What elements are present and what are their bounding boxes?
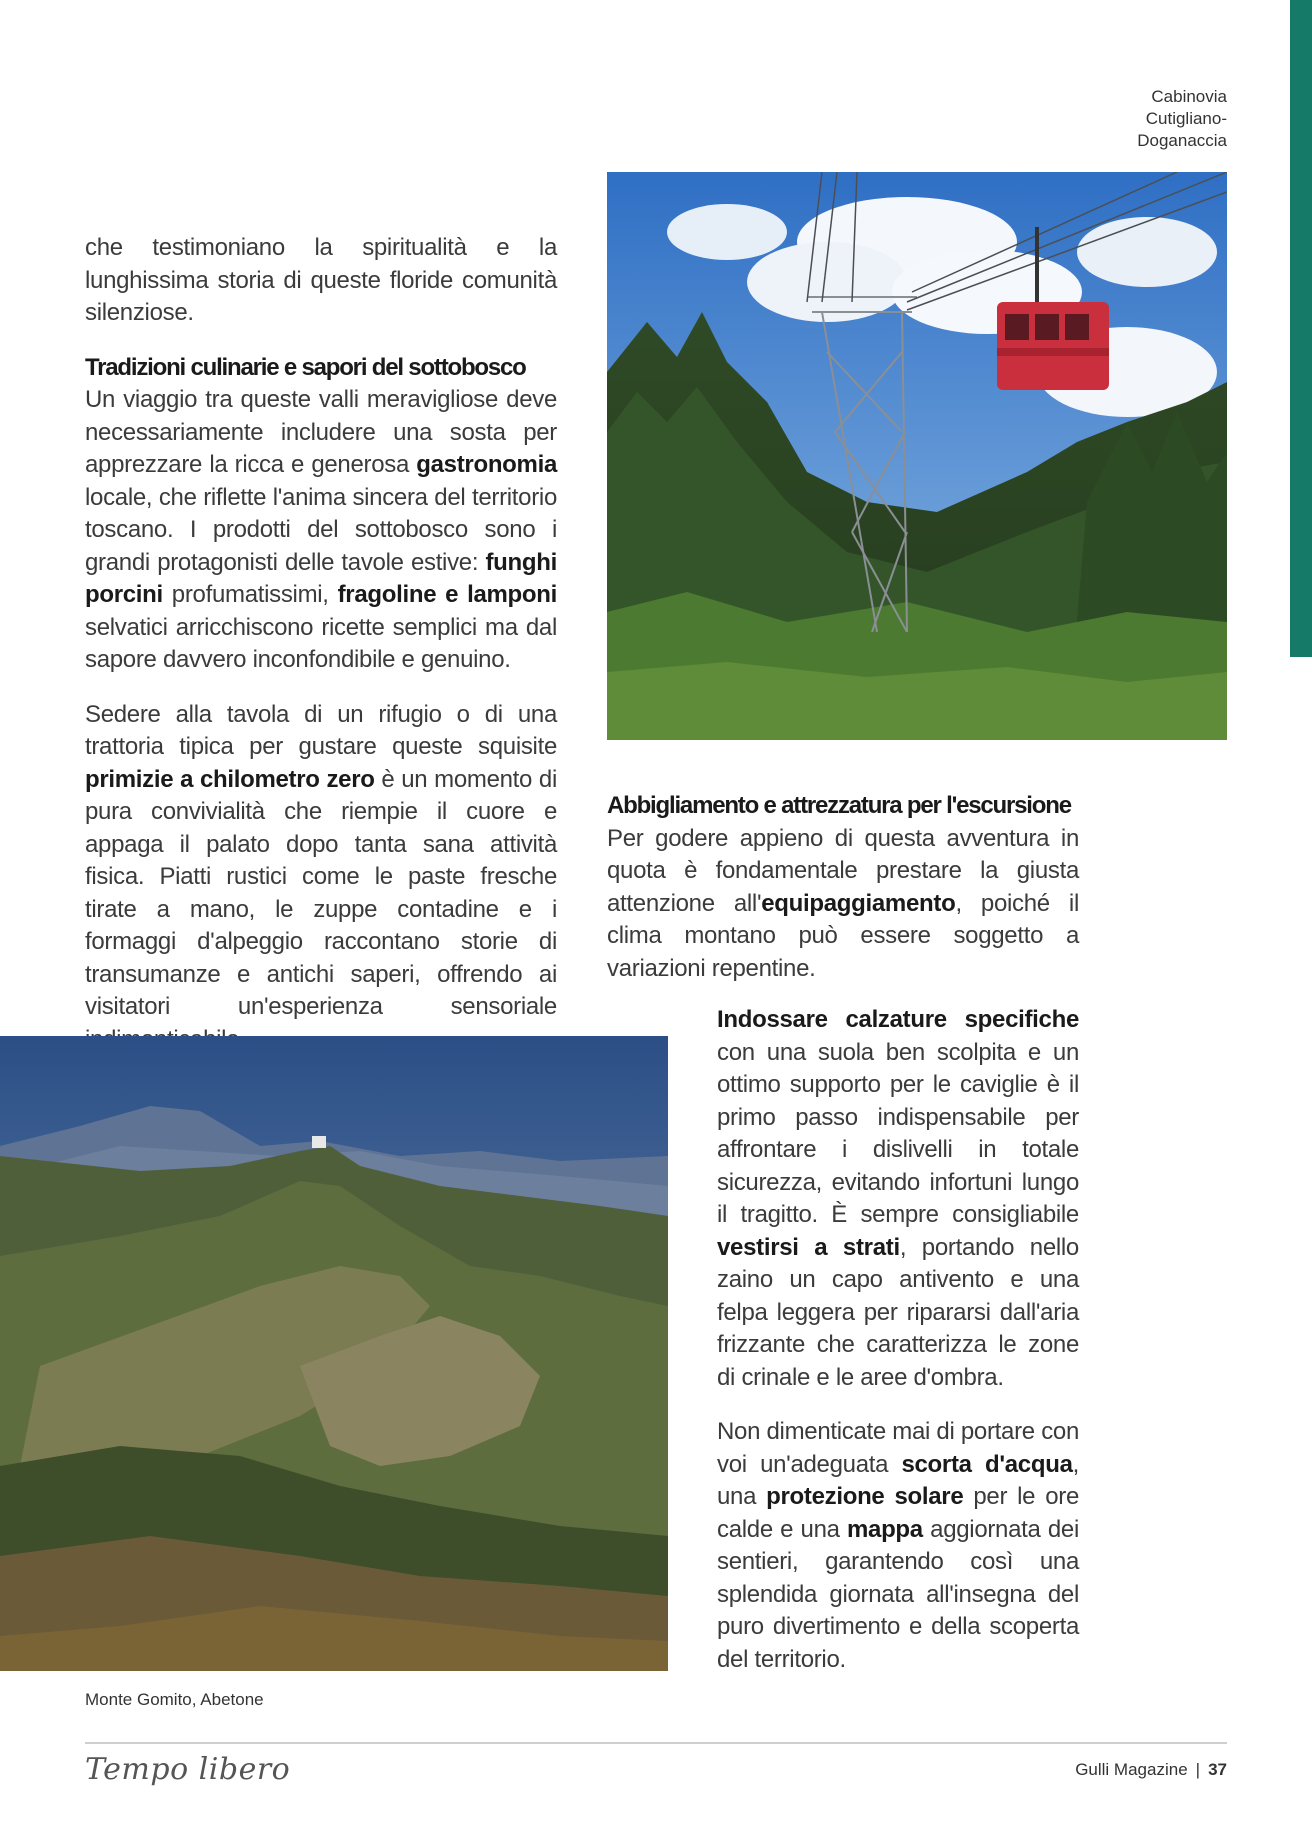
body-text: è un momento di pura convivialità che riempie il cuore e appaga il palato dopo tanta sana attività fisica. Piatti rustici come le paste fresche tirate a mano, le zuppe contadine e i formaggi d'alpeggio raccontano storie di transumanze e antichi saperi, offrendo ai visitatori un'esperienza sensoriale [85, 765, 557, 1020]
gear-section [607, 790, 1079, 985]
emphasis-text: equipaggiamento [761, 889, 956, 917]
gear-paragraph [607, 825, 1079, 982]
photo-caption-mountain: Monte Gomito, Abetone [85, 1690, 264, 1709]
culinary-paragraph-2 [85, 699, 557, 1057]
footer-magazine-name: Gulli Magazine [1075, 1760, 1188, 1779]
mountain-illustration [0, 1036, 668, 1671]
body-text: , portando nello zaino un capo antivento e una felpa leggera per ripararsi dall'aria frizzante che caratterizza le zone di crinale e le aree d'ombra. [717, 1233, 1079, 1391]
emphasis-text: protezione solare [766, 1483, 964, 1510]
caption-line: Doganaccia [1137, 131, 1227, 150]
culinary-heading: Tradizioni culinarie e sapori del sottobosco [85, 353, 526, 381]
culinary-paragraph-1 [85, 386, 557, 673]
gear-heading: Abbigliamento e attrezzatura per l'escursione [607, 792, 1071, 819]
article-column-left [85, 232, 557, 1056]
body-text: con una suola ben scolpita e un ottimo supporto per le caviglie è il primo passo indispensabile per affrontare i dislivelli in totale sicurezza, evitando infortuni lungo il tragitto. È sempre consigliabile [717, 1038, 1079, 1228]
emphasis-text: scorta d'acqua [901, 1450, 1073, 1478]
gear-paragraph-2 [717, 1416, 1079, 1676]
emphasis-text: mappa [846, 1515, 923, 1543]
footer-divider [85, 1742, 1227, 1744]
article-column-mid [607, 790, 1079, 985]
page-number: 37 [1208, 1760, 1227, 1779]
article-column-right [717, 1004, 1079, 1676]
emphasis-text: gastronomia [416, 451, 557, 478]
caption-line: Cutigliano- [1145, 109, 1227, 128]
body-text: locale, che riflette l'anima sincera del territorio toscano. I prodotti del sottobosco sono i grandi protagonisti delle tavole estive: [85, 483, 557, 576]
body-text: profumatissimi, [162, 581, 338, 608]
cablecar-illustration [607, 172, 1227, 740]
culinary-section [85, 352, 557, 677]
body-text: , poiché il clima montano può essere soggetto a variazioni repentine. [607, 889, 1079, 982]
emphasis-text: vestirsi a strati [717, 1233, 900, 1261]
photo-caption-cablecar [1027, 86, 1227, 152]
caption-line: Cabinovia [1151, 87, 1227, 106]
emphasis-text: Indossare calzature specifiche [717, 1006, 1079, 1033]
body-text: Per godere appieno di questa avventura in quota è fondamentale prestare la giusta attenzione all' [607, 824, 1079, 917]
body-text: Non dimenticate mai di portare con voi un'adeguata [717, 1418, 1079, 1478]
emphasis-text: fragoline e lamponi [337, 581, 557, 608]
mountain-photo [0, 1036, 668, 1671]
footer-publication [1075, 1760, 1227, 1780]
emphasis-text: funghi porcini [85, 548, 557, 608]
body-text: Sedere alla tavola di un rifugio o di una trattoria tipica per gustare queste squisite [85, 700, 557, 760]
body-text: Un viaggio tra queste valli meravigliose deve necessariamente includere una sosta per apprezzare la ricca e generosa [85, 386, 557, 478]
cablecar-photo [607, 172, 1227, 740]
footer-section-title: Tempo libero [85, 1752, 291, 1787]
gear-paragraph-1 [717, 1004, 1079, 1394]
intro-paragraph: che testimoniano la spiritualità e la lunghissima storia di queste floride comunità silenziose. [85, 234, 557, 326]
body-text: selvatici arricchiscono ricette semplici ma dal sapore davvero inconfondibile e genuino. [85, 613, 557, 673]
emphasis-text: primizie a chilometro zero [85, 765, 375, 793]
body-text: aggiornata dei sentieri, garantendo così una splendida giornata all'insegna del puro divertimento e della scoperta del territorio. [717, 1515, 1080, 1673]
body-text: per le ore calde e una [717, 1483, 1079, 1543]
footer-separator: | [1195, 1760, 1201, 1779]
accent-edge-tab [1290, 0, 1312, 657]
body-text: , una [717, 1450, 1079, 1510]
